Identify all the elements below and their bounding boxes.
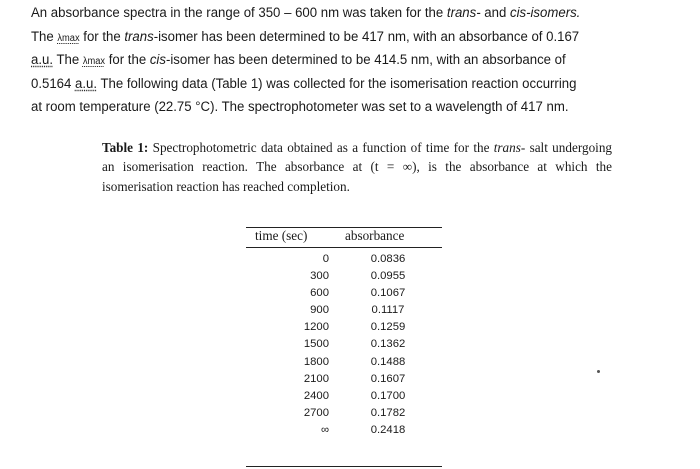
cell-absorbance: 0.1607 bbox=[370, 372, 406, 385]
text-italic: trans- bbox=[446, 5, 481, 21]
cell-absorbance: 0.0836 bbox=[370, 253, 406, 265]
caption-text: salt undergoing an isomerisation reaction. The absorbance at (t = ∞), is the absorbance at which the isomerisation reaction has reached completion. bbox=[102, 140, 613, 194]
cell-absorbance: 0.1067 bbox=[370, 287, 406, 300]
stray-mark bbox=[597, 370, 600, 373]
cell-time: 1500 bbox=[303, 338, 329, 351]
cell-time: 1200 bbox=[303, 321, 329, 334]
cell-time: 600 bbox=[310, 287, 329, 300]
cell-absorbance: 0.2418 bbox=[370, 423, 406, 436]
table-caption bbox=[102, 138, 612, 196]
table-row bbox=[246, 354, 442, 371]
table-bottom-rule bbox=[246, 466, 442, 467]
intro-line-5 bbox=[31, 96, 617, 120]
table-row bbox=[246, 371, 442, 388]
caption-text: Spectrophotometric data obtained as a function of time for the bbox=[148, 140, 494, 155]
text-italic: trans bbox=[124, 28, 154, 45]
cell-absorbance: 0.1362 bbox=[370, 338, 406, 351]
text: -isomer has been determined to be 414.5 nm, with an absorbance of bbox=[165, 52, 566, 69]
intro-paragraph bbox=[31, 2, 617, 120]
text: and bbox=[480, 5, 510, 21]
table-row bbox=[246, 285, 442, 302]
cell-time: 300 bbox=[310, 270, 329, 283]
table-header-rule bbox=[246, 247, 442, 248]
text: 0.5164 bbox=[31, 75, 76, 92]
intro-line-1 bbox=[31, 2, 617, 26]
text: at room temperature (22.75 °C). The spectrophotometer was set to a wavelength of 417 nm. bbox=[31, 99, 569, 116]
cell-absorbance: 0.0955 bbox=[370, 270, 406, 283]
table-label: Table 1: bbox=[102, 140, 149, 155]
table-row bbox=[246, 422, 442, 439]
table-row bbox=[246, 319, 442, 336]
table-row bbox=[246, 302, 442, 319]
caption-italic: trans- bbox=[493, 140, 526, 155]
table-row bbox=[246, 388, 442, 405]
table-row bbox=[246, 405, 442, 422]
cell-time: 2100 bbox=[303, 372, 329, 385]
header-time: time (sec) bbox=[255, 228, 308, 243]
intro-line-2 bbox=[31, 26, 617, 50]
text: The bbox=[31, 28, 58, 45]
unit-au: a.u. bbox=[31, 52, 54, 69]
table-row bbox=[246, 251, 442, 268]
table-body bbox=[246, 251, 442, 439]
cell-time: 2400 bbox=[303, 389, 329, 402]
text: for the bbox=[79, 28, 125, 45]
cell-time: 900 bbox=[310, 304, 329, 317]
cell-absorbance: 0.1488 bbox=[370, 355, 406, 368]
cell-time: 2700 bbox=[303, 406, 329, 419]
cell-absorbance: 0.1259 bbox=[370, 321, 406, 334]
text: The following data (Table 1) was collected for the isomerisation reaction occurring bbox=[97, 75, 577, 92]
table-row bbox=[246, 268, 442, 285]
text: An absorbance spectra in the range of 350 – 600 nm was taken for the bbox=[31, 5, 447, 21]
intro-line-4 bbox=[31, 73, 617, 97]
cell-time: 1800 bbox=[303, 355, 329, 368]
cell-absorbance: 0.1782 bbox=[370, 406, 406, 419]
lambda-max-symbol: λmax bbox=[57, 32, 80, 44]
cell-absorbance: 0.1700 bbox=[370, 389, 406, 402]
text: for the bbox=[105, 52, 150, 69]
unit-au: a.u. bbox=[75, 75, 98, 92]
lambda-max-symbol: λmax bbox=[82, 56, 106, 68]
table-row bbox=[246, 336, 442, 353]
text-italic: cis-isomers. bbox=[509, 5, 581, 21]
cell-time: ∞ bbox=[320, 423, 329, 436]
intro-line-3 bbox=[31, 49, 617, 73]
header-absorbance: absorbance bbox=[345, 228, 405, 243]
text-italic: cis bbox=[149, 52, 166, 69]
cell-absorbance: 0.1117 bbox=[371, 304, 405, 317]
text: -isomer has been determined to be 417 nm, with an absorbance of 0.167 bbox=[153, 28, 580, 45]
text: The bbox=[53, 52, 83, 69]
cell-time: 0 bbox=[322, 253, 329, 265]
